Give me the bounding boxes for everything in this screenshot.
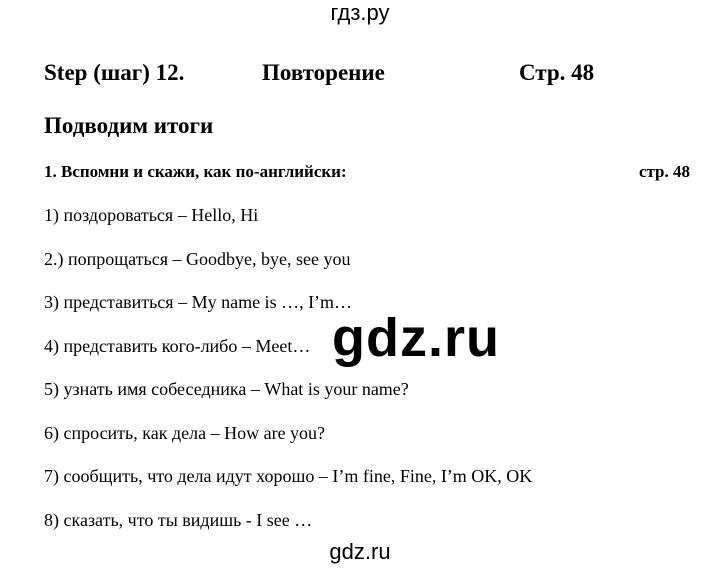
task-row bbox=[44, 162, 690, 184]
step-page-number: Стр. 48 bbox=[519, 60, 595, 85]
step-topic: Повторение bbox=[262, 60, 385, 85]
answer-list bbox=[44, 200, 532, 548]
answer-item: 2.) попрощаться – Goodbye, bye, see you bbox=[44, 248, 351, 269]
answer-item: 4) представить кого-либо – Meet… bbox=[44, 335, 311, 356]
section-title: Подводим итоги bbox=[44, 113, 214, 138]
step-title: Step (шаг) 12. bbox=[44, 60, 185, 85]
answer-item: 7) сообщить, что дела идут хорошо – I’m fine, Fine, I’m OK, OK bbox=[44, 466, 533, 486]
task-page-reference: стр. 48 bbox=[638, 162, 690, 181]
site-header: гдз.ру bbox=[330, 0, 390, 25]
task-instruction: 1. Вспомни и скажи, как по-английски: bbox=[44, 162, 347, 181]
answer-item: 1) поздороваться – Hello, Hi bbox=[44, 205, 259, 225]
answer-item: 6) спросить, как дела – How are you? bbox=[44, 422, 326, 443]
watermark: gdz.ru bbox=[332, 308, 500, 368]
answer-item: 3) представиться – My name is …, I’m… bbox=[44, 292, 353, 312]
footer-watermark: gdz.ru bbox=[329, 539, 391, 564]
answer-item: 8) сказать, что ты видишь - I see … bbox=[44, 509, 313, 530]
step-heading-row bbox=[44, 60, 684, 90]
answer-item: 5) узнать имя собеседника – What is your name? bbox=[44, 379, 409, 399]
